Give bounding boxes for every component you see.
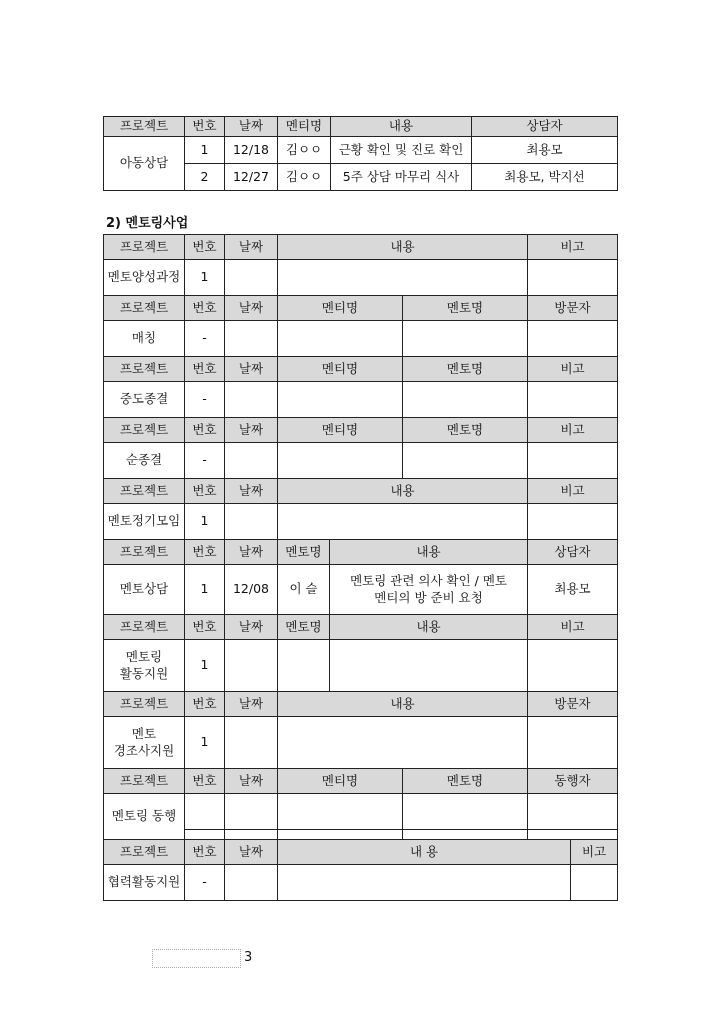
header-visitor: 방문자 xyxy=(528,692,618,717)
header-counselor: 상담자 xyxy=(528,540,618,565)
project-cell: 멘토상담 xyxy=(104,565,185,615)
cell-number: 1 xyxy=(185,260,225,296)
table-row xyxy=(104,382,618,418)
header-note: 비고 xyxy=(528,615,618,640)
cell-mentee xyxy=(278,443,403,479)
header-visitor: 방문자 xyxy=(528,296,618,321)
cell-visitor xyxy=(528,321,618,357)
header-content: 내용 xyxy=(278,692,528,717)
header-companion: 동행자 xyxy=(528,769,618,794)
cell-date xyxy=(225,794,278,830)
header-mentor: 멘토명 xyxy=(403,418,528,443)
cell-number xyxy=(185,794,225,830)
header-project: 프로젝트 xyxy=(104,235,185,260)
page-number-box xyxy=(152,949,241,968)
header-project: 프로젝트 xyxy=(104,296,185,321)
header-mentor: 멘토명 xyxy=(403,296,528,321)
header-mentee: 멘티명 xyxy=(278,296,403,321)
cell-mentee xyxy=(278,321,403,357)
cell-note xyxy=(528,504,618,540)
cell-number: 1 xyxy=(185,504,225,540)
cell-date xyxy=(225,640,278,692)
header-number: 번호 xyxy=(185,117,225,137)
project-line-1: 멘토링 xyxy=(125,648,163,664)
header-project: 프로젝트 xyxy=(104,540,185,565)
cell-content xyxy=(330,640,528,692)
project-cell xyxy=(104,717,185,769)
header-number: 번호 xyxy=(185,840,225,865)
header-note: 비고 xyxy=(528,479,618,504)
header-mentor: 멘토명 xyxy=(278,615,330,640)
cell-mentee xyxy=(278,794,403,830)
header-number: 번호 xyxy=(185,540,225,565)
cell-note xyxy=(528,640,618,692)
project-cell xyxy=(104,640,185,692)
header-date: 날짜 xyxy=(225,769,278,794)
cell-number: 2 xyxy=(185,164,225,191)
cell-counselor: 최용모, 박지선 xyxy=(472,164,618,191)
header-number: 번호 xyxy=(185,357,225,382)
cell-number xyxy=(185,830,225,840)
table-row xyxy=(104,717,618,769)
table-row xyxy=(104,565,618,615)
project-line-2: 경조사지원 xyxy=(113,742,175,758)
header-date: 날짜 xyxy=(225,296,278,321)
project-cell: 순종결 xyxy=(104,443,185,479)
cell-note xyxy=(528,382,618,418)
header-number: 번호 xyxy=(185,692,225,717)
header-content: 내용 xyxy=(330,540,528,565)
header-date: 날짜 xyxy=(225,117,278,137)
cell-date: 12/27 xyxy=(225,164,278,191)
table-row xyxy=(104,321,618,357)
header-counselor: 상담자 xyxy=(472,117,618,137)
header-mentee: 멘티명 xyxy=(278,117,331,137)
cell-mentor xyxy=(403,830,528,840)
cell-number: 1 xyxy=(185,137,225,164)
project-cell: 협력활동지원 xyxy=(104,865,185,901)
header-mentee: 멘티명 xyxy=(278,769,403,794)
cell-visitor xyxy=(528,717,618,769)
cell-date: 12/18 xyxy=(225,137,278,164)
cell-counselor: 최용모 xyxy=(528,565,618,615)
counsel-table xyxy=(103,116,618,191)
header-content: 내용 xyxy=(330,615,528,640)
header-note: 비고 xyxy=(571,840,618,865)
header-date: 날짜 xyxy=(225,615,278,640)
header-project: 프로젝트 xyxy=(104,117,185,137)
cell-number: - xyxy=(185,382,225,418)
cell-note xyxy=(528,260,618,296)
table-row xyxy=(104,794,618,830)
header-date: 날짜 xyxy=(225,235,278,260)
cell-mentor: 이 슬 xyxy=(278,565,330,615)
cell-date: 12/08 xyxy=(225,565,278,615)
header-date: 날짜 xyxy=(225,540,278,565)
cell-date xyxy=(225,260,278,296)
cell-mentee: 김ㅇㅇ xyxy=(278,164,331,191)
header-project: 프로젝트 xyxy=(104,769,185,794)
header-content: 내용 xyxy=(278,235,528,260)
cell-companion xyxy=(528,794,618,830)
cell-date xyxy=(225,382,278,418)
header-date: 날짜 xyxy=(225,418,278,443)
table-row xyxy=(104,504,618,540)
page-number: 3 xyxy=(244,950,253,965)
cell-number: - xyxy=(185,443,225,479)
cell-date xyxy=(225,865,278,901)
header-project: 프로젝트 xyxy=(104,840,185,865)
header-date: 날짜 xyxy=(225,840,278,865)
header-date: 날짜 xyxy=(225,479,278,504)
cell-date xyxy=(225,504,278,540)
header-mentee: 멘티명 xyxy=(278,357,403,382)
header-project: 프로젝트 xyxy=(104,615,185,640)
header-mentee: 멘티명 xyxy=(278,418,403,443)
table-row xyxy=(104,865,618,901)
header-note: 비고 xyxy=(528,357,618,382)
project-cell: 멘토링 동행 xyxy=(104,794,185,840)
header-mentor: 멘토명 xyxy=(403,769,528,794)
cell-content xyxy=(278,260,528,296)
cell-number: 1 xyxy=(185,565,225,615)
cell-number: 1 xyxy=(185,717,225,769)
cell-number: 1 xyxy=(185,640,225,692)
cell-content xyxy=(278,717,528,769)
project-cell: 멘토양성과정 xyxy=(104,260,185,296)
header-content: 내 용 xyxy=(278,840,571,865)
header-number: 번호 xyxy=(185,235,225,260)
cell-mentee xyxy=(278,382,403,418)
header-project: 프로젝트 xyxy=(104,692,185,717)
header-note: 비고 xyxy=(528,418,618,443)
cell-content: 멘토링 관련 의사 확인 / 멘토 멘티의 방 준비 요청 xyxy=(330,565,528,615)
table-row xyxy=(104,443,618,479)
header-number: 번호 xyxy=(185,418,225,443)
project-line-2: 활동지원 xyxy=(119,665,169,681)
cell-content: 근황 확인 및 진로 확인 xyxy=(331,137,472,164)
cell-mentee: 김ㅇㅇ xyxy=(278,137,331,164)
cell-content xyxy=(278,865,571,901)
table-row xyxy=(104,260,618,296)
header-project: 프로젝트 xyxy=(104,479,185,504)
header-date: 날짜 xyxy=(225,692,278,717)
project-cell: 아동상담 xyxy=(104,137,185,191)
cell-number: - xyxy=(185,865,225,901)
cell-mentor xyxy=(403,382,528,418)
header-number: 번호 xyxy=(185,296,225,321)
cell-note xyxy=(528,443,618,479)
cell-number: - xyxy=(185,321,225,357)
header-mentor: 멘토명 xyxy=(403,357,528,382)
header-project: 프로젝트 xyxy=(104,357,185,382)
cell-mentee xyxy=(278,830,403,840)
cell-mentor xyxy=(278,640,330,692)
cell-note xyxy=(571,865,618,901)
cell-mentor xyxy=(403,794,528,830)
header-mentor: 멘토명 xyxy=(278,540,330,565)
cell-counselor: 최용모 xyxy=(472,137,618,164)
project-cell: 중도종결 xyxy=(104,382,185,418)
header-number: 번호 xyxy=(185,479,225,504)
cell-date xyxy=(225,443,278,479)
cell-date xyxy=(225,830,278,840)
cell-mentor xyxy=(403,443,528,479)
project-cell: 멘토정기모임 xyxy=(104,504,185,540)
project-cell: 매칭 xyxy=(104,321,185,357)
header-project: 프로젝트 xyxy=(104,418,185,443)
mentoring-table xyxy=(103,234,618,901)
header-content: 내용 xyxy=(331,117,472,137)
project-line-1: 멘토 xyxy=(131,725,157,741)
cell-mentor xyxy=(403,321,528,357)
header-number: 번호 xyxy=(185,615,225,640)
table-row xyxy=(104,640,618,692)
cell-content xyxy=(278,504,528,540)
cell-companion xyxy=(528,830,618,840)
section-title: 2) 멘토링사업 xyxy=(106,216,189,231)
cell-content: 5주 상담 마무리 식사 xyxy=(331,164,472,191)
header-number: 번호 xyxy=(185,769,225,794)
cell-date xyxy=(225,717,278,769)
cell-date xyxy=(225,321,278,357)
header-note: 비고 xyxy=(528,235,618,260)
table-row xyxy=(104,137,618,164)
header-content: 내용 xyxy=(278,479,528,504)
header-date: 날짜 xyxy=(225,357,278,382)
